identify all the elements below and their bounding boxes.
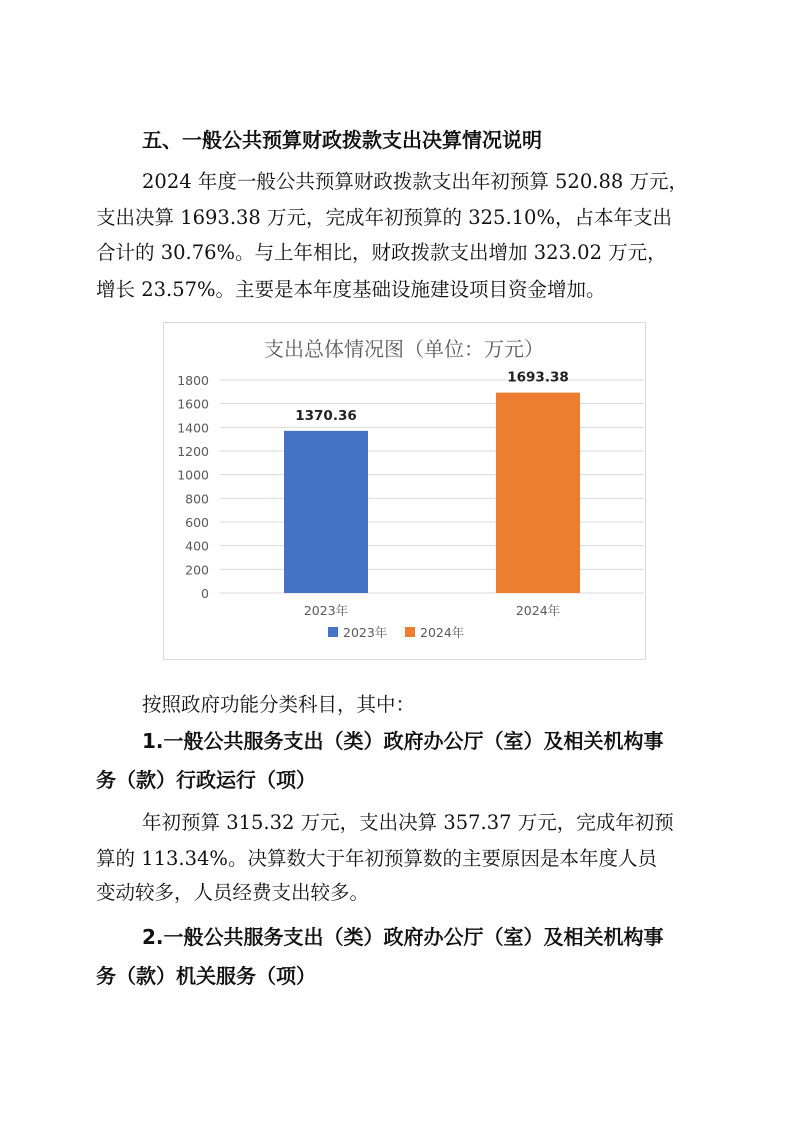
y-tick-label: 600 (185, 515, 209, 530)
y-tick-label: 1400 (177, 420, 209, 436)
legend-label: 2024年 (420, 625, 465, 640)
x-tick-label: 2023年 (303, 603, 349, 618)
item1-body: 年初预算 315.32 万元，支出决算 357.37 万元，完成年初预 (142, 811, 674, 834)
y-tick-label: 800 (185, 491, 209, 507)
intro-line: 合计的 30.76%。与上年相比，财政拨款支出增加 323.02 万元， (96, 241, 667, 264)
legend-label: 2023年 (343, 625, 388, 640)
y-tick-label: 0 (201, 586, 209, 601)
intro-line: 增长 23.57%。主要是本年度基础设施建设项目资金增加。 (96, 278, 606, 301)
item1-heading: 1.一般公共服务支出（类）政府办公厅（室）及相关机构事 (142, 729, 664, 753)
y-tick-label: 200 (185, 562, 209, 578)
legend-swatch (328, 627, 338, 637)
expenditure-chart (163, 322, 646, 660)
item1-body: 变动较多，人员经费支出较多。 (96, 881, 370, 904)
item2-heading: 务（款）机关服务（项） (96, 964, 316, 988)
y-tick-label: 400 (185, 538, 209, 554)
classification-intro: 按照政府功能分类科目，其中： (142, 693, 416, 716)
intro-line: 2024 年度一般公共预算财政拨款支出年初预算 520.88 万元， (142, 170, 688, 193)
chart-title: 支出总体情况图（单位：万元） (264, 337, 544, 361)
chart-svg (164, 323, 645, 659)
section-title: 五、一般公共预算财政拨款支出决算情况说明 (142, 128, 542, 152)
data-label: 1693.38 (507, 369, 569, 386)
y-tick-label: 1600 (177, 396, 209, 412)
bar-2023年 (284, 431, 368, 593)
y-tick-label: 1200 (177, 444, 209, 459)
item2-heading: 2.一般公共服务支出（类）政府办公厅（室）及相关机构事 (142, 925, 664, 949)
bar-2024年 (496, 393, 580, 593)
y-tick-label: 1800 (177, 373, 209, 388)
data-label: 1370.36 (295, 407, 357, 424)
x-tick-label: 2024年 (515, 603, 561, 618)
item1-body: 算的 113.34%。决算数大于年初预算数的主要原因是本年度人员 (96, 847, 657, 870)
intro-line: 支出决算 1693.38 万元，完成年初预算的 325.10%，占本年支出 (96, 206, 672, 229)
y-tick-label: 1000 (177, 467, 209, 483)
item1-heading: 务（款）行政运行（项） (96, 768, 316, 792)
legend-swatch (405, 627, 415, 637)
